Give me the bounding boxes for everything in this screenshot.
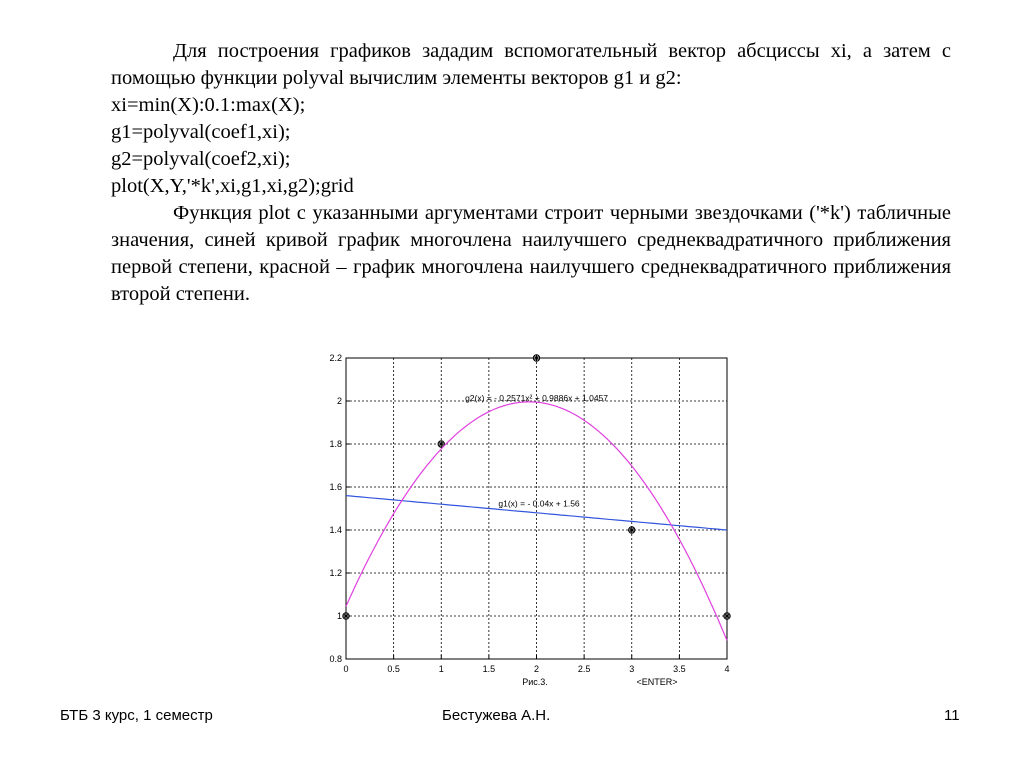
matlab-figure xyxy=(311,348,741,692)
footer-course: БТБ 3 курс, 1 семестр xyxy=(60,707,213,724)
x-tick-label: 2 xyxy=(533,664,540,674)
y-tick-label: 1.4 xyxy=(329,525,342,535)
code-line-g1: g1=polyval(coef1,xi); xyxy=(111,121,291,143)
footer-page-number: 11 xyxy=(944,707,960,724)
figure-caption: Рис.3. xyxy=(522,677,548,687)
x-tick-label: 1 xyxy=(438,664,444,674)
code-line-g2: g2=polyval(coef2,xi); xyxy=(111,148,291,170)
data-point-marker xyxy=(724,613,730,619)
enter-prompt: <ENTER> xyxy=(636,677,678,687)
x-tick-label: 0 xyxy=(343,664,349,674)
y-tick-label: 1.2 xyxy=(329,568,342,578)
x-tick-label: 3.5 xyxy=(673,664,686,674)
chart xyxy=(311,348,741,692)
y-tick-label: 2 xyxy=(336,396,342,406)
code-line-plot: plot(X,Y,'*k',xi,g1,xi,g2);grid xyxy=(111,175,354,197)
code-line-xi: xi=min(X):0.1:max(X); xyxy=(111,94,306,116)
y-tick-label: 0.8 xyxy=(329,654,342,664)
x-tick-label: 0.5 xyxy=(387,664,400,674)
data-point-marker xyxy=(343,613,349,619)
annotation-1: g1(x) = - 0.04x + 1.56 xyxy=(498,498,580,509)
footer-author: Бестужева А.Н. xyxy=(442,707,551,724)
y-tick-label: 2.2 xyxy=(329,353,342,363)
data-point-marker xyxy=(629,527,635,533)
x-tick-label: 4 xyxy=(724,664,730,674)
x-tick-label: 1.5 xyxy=(482,664,496,674)
slide-text xyxy=(111,38,951,308)
plot-description-paragraph: Функция plot с указанными аргументами строит черными звездочками ('*k') табличные значения, синей кривой график многочлена наилучшего среднеквадратичного приближения первой степени, красной – график многочлена наилучшего среднеквадратичного приближения второй степени. xyxy=(111,202,951,305)
intro-paragraph: Для построения графиков зададим вспомогательный вектор абсциссы xi, а затем с помощью функции polyval вычислим элементы векторов g1 и g2: xyxy=(111,40,951,89)
x-tick-label: 3 xyxy=(629,664,635,674)
y-tick-label: 1 xyxy=(336,611,342,621)
data-point-marker xyxy=(533,355,539,361)
x-tick-label: 2.5 xyxy=(577,664,591,674)
y-tick-label: 1.8 xyxy=(329,439,342,449)
y-tick-label: 1.6 xyxy=(329,482,342,492)
annotation-0: g2(x) = - 0.2571x² + 0.9886x + 1.0457 xyxy=(465,393,609,403)
